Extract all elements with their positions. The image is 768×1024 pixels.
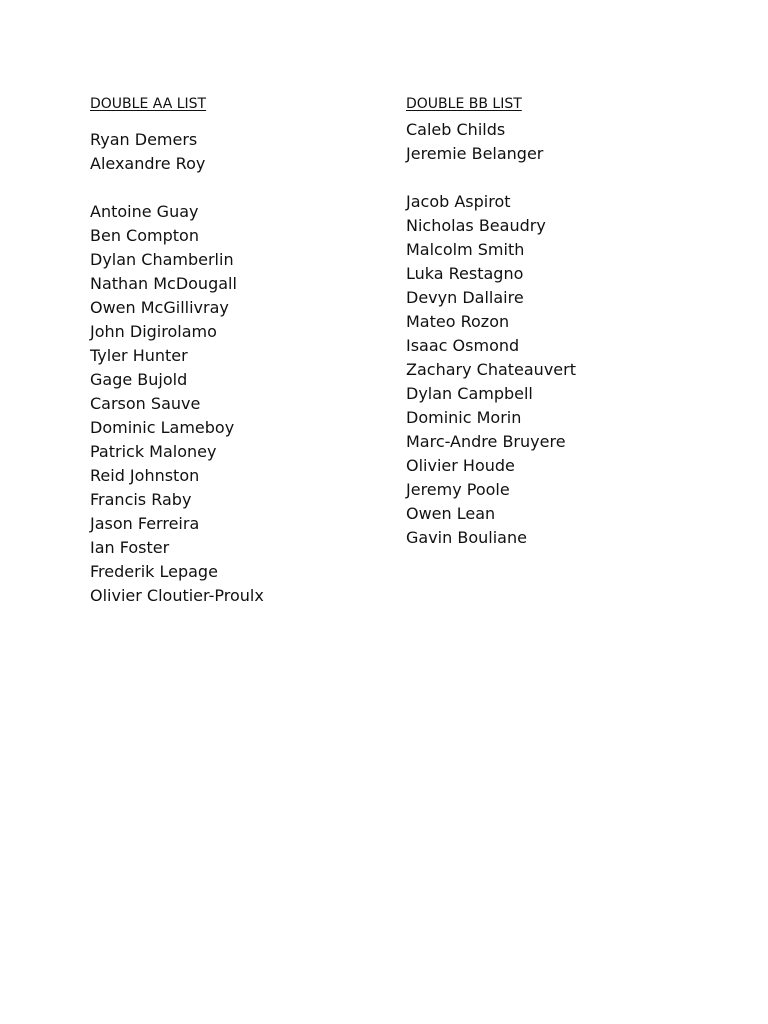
player-name: Dylan Campbell bbox=[406, 384, 533, 403]
player-name: Isaac Osmond bbox=[406, 336, 520, 355]
player-name: Patrick Maloney bbox=[90, 442, 217, 461]
list-spacer bbox=[90, 176, 390, 200]
player-name: Ryan Demers bbox=[90, 130, 198, 149]
double-aa-name-list bbox=[90, 128, 390, 608]
player-name: Jeremie Belanger bbox=[406, 144, 544, 163]
player-name: Olivier Houde bbox=[406, 456, 515, 475]
player-name: Gage Bujold bbox=[90, 370, 188, 389]
double-aa-column bbox=[90, 94, 390, 608]
player-name: Mateo Rozon bbox=[406, 312, 510, 331]
player-name: Gavin Bouliane bbox=[406, 528, 527, 547]
double-bb-name-list bbox=[406, 118, 726, 550]
player-name: Carson Sauve bbox=[90, 394, 201, 413]
player-name: Nicholas Beaudry bbox=[406, 216, 546, 235]
player-name: Owen Lean bbox=[406, 504, 496, 523]
player-name: Owen McGillivray bbox=[90, 298, 229, 317]
double-bb-column bbox=[406, 94, 726, 550]
player-name: Ian Foster bbox=[90, 538, 170, 557]
player-name: Francis Raby bbox=[90, 490, 192, 509]
double-bb-heading: DOUBLE BB LIST bbox=[406, 96, 522, 112]
player-name: Reid Johnston bbox=[90, 466, 200, 485]
player-name: Dominic Lameboy bbox=[90, 418, 235, 437]
player-name: Nathan McDougall bbox=[90, 274, 237, 293]
player-name: Zachary Chateauvert bbox=[406, 360, 576, 379]
player-name: Frederik Lepage bbox=[90, 562, 218, 581]
player-name: Antoine Guay bbox=[90, 202, 199, 221]
player-name: Ben Compton bbox=[90, 226, 199, 245]
double-aa-heading: DOUBLE AA LIST bbox=[90, 96, 207, 112]
player-name: Alexandre Roy bbox=[90, 154, 206, 173]
player-name: Jacob Aspirot bbox=[406, 192, 511, 211]
player-name: Jason Ferreira bbox=[90, 514, 200, 533]
list-spacer bbox=[406, 166, 726, 190]
player-name: Jeremy Poole bbox=[406, 480, 510, 499]
player-name: Caleb Childs bbox=[406, 120, 506, 139]
player-name: Dylan Chamberlin bbox=[90, 250, 234, 269]
player-name: Luka Restagno bbox=[406, 264, 524, 283]
player-name: Dominic Morin bbox=[406, 408, 522, 427]
player-name: Olivier Cloutier-Proulx bbox=[90, 586, 264, 605]
player-name: Devyn Dallaire bbox=[406, 288, 524, 307]
player-name: Malcolm Smith bbox=[406, 240, 525, 259]
player-name: Tyler Hunter bbox=[90, 346, 188, 365]
player-name: John Digirolamo bbox=[90, 322, 217, 341]
player-name: Marc-Andre Bruyere bbox=[406, 432, 566, 451]
